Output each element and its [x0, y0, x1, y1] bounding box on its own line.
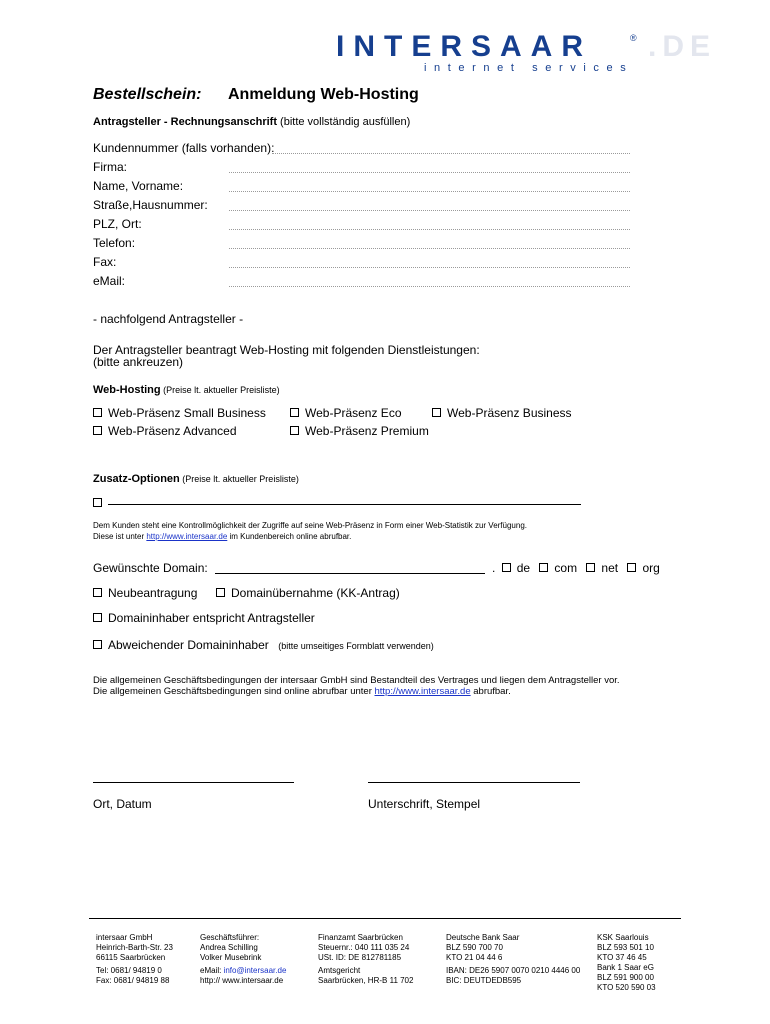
field-line-name[interactable]: [229, 191, 630, 192]
footer-fax: Fax: 0681/ 94819 88: [96, 976, 170, 985]
footer-vat-id: USt. ID: DE 812781185: [318, 953, 402, 962]
checkbox-domain-transfer[interactable]: [216, 588, 225, 597]
field-label-name: Name, Vorname:: [93, 179, 184, 193]
field-label-street: Straße,Hausnummer:: [93, 198, 208, 212]
terms-text-pre: Die allgemeinen Geschäftsbedingungen sind online abrufbar unter: [93, 686, 375, 697]
checkbox-new-registration[interactable]: [93, 588, 102, 597]
checkbox-owner-is-applicant[interactable]: [93, 613, 102, 622]
option-label: Web-Präsenz Premium: [305, 424, 429, 438]
checkbox-advanced[interactable]: [93, 426, 102, 435]
domain-label: Gewünschte Domain:: [93, 561, 208, 575]
checkbox-small-business[interactable]: [93, 408, 102, 417]
applicant-note: - nachfolgend Antragsteller -: [93, 312, 244, 326]
option-premium[interactable]: [290, 424, 429, 438]
footer-company: [96, 933, 173, 963]
form-title: Anmeldung Web-Hosting: [228, 86, 419, 103]
field-label-company: Firma:: [93, 160, 127, 174]
footer-bank-2: [597, 933, 654, 963]
footer-bank-2-name: KSK Saarlouis: [597, 933, 649, 942]
footer-manager-1: Andrea Schilling: [200, 943, 258, 952]
tld-com-label: com: [554, 561, 578, 575]
footer-management-title: Geschäftsführer:: [200, 933, 260, 942]
option-label: Web-Präsenz Small Business: [108, 406, 266, 420]
request-hint: (bitte ankreuzen): [93, 355, 184, 369]
option-label: Neubeantragung: [108, 586, 198, 600]
field-label-fax: Fax:: [93, 255, 117, 269]
field-label-phone: Telefon:: [93, 236, 136, 250]
addon-title-note: (Preise lt. aktueller Preisliste): [179, 474, 299, 484]
footer-company-street: Heinrich-Barth-Str. 23: [96, 943, 173, 952]
checkbox-tld-net[interactable]: [586, 563, 595, 572]
footer-email-label: eMail:: [200, 966, 224, 975]
footer-phone: Tel: 0681/ 94819 0: [96, 966, 162, 975]
terms-link-line: [93, 686, 511, 697]
footer-bank-2-kto: KTO 37 46 45: [597, 953, 647, 962]
tld-net-label: net: [601, 561, 619, 575]
footer-email-link[interactable]: info@intersaar.de: [223, 966, 287, 975]
option-new-registration[interactable]: [93, 586, 197, 600]
footer-tax-office: Finanzamt Saarbrücken: [318, 933, 403, 942]
different-owner-note: (bitte umseitiges Formblatt verwenden): [278, 641, 434, 651]
option-business[interactable]: [432, 406, 572, 420]
addon-title-bold: Zusatz-Optionen: [93, 473, 180, 485]
logo-registered-mark: ®: [630, 33, 637, 43]
option-different-owner[interactable]: [93, 636, 434, 654]
option-advanced[interactable]: [93, 424, 237, 438]
field-line-zip-city[interactable]: [229, 229, 630, 230]
footer-manager-2: Volker Musebrink: [200, 953, 262, 962]
statistics-text-post: im Kundenbereich online abrufbar.: [227, 532, 352, 541]
option-label: Web-Präsenz Eco: [305, 406, 402, 420]
footer-bank-3-kto: KTO 520 590 03: [597, 983, 656, 992]
place-date-label: Ort, Datum: [93, 797, 152, 811]
signature-label: Unterschrift, Stempel: [368, 797, 481, 811]
logo-tld: .DE: [648, 30, 717, 63]
logo-wordmark: INTERSAAR: [336, 30, 593, 63]
terms-link[interactable]: http://www.intersaar.de: [374, 686, 471, 697]
checkbox-tld-com[interactable]: [539, 563, 548, 572]
field-line-company[interactable]: [229, 172, 630, 173]
field-label-email: eMail:: [93, 274, 126, 288]
option-domain-transfer[interactable]: [216, 586, 400, 600]
checkbox-business[interactable]: [432, 408, 441, 417]
intersaar-link[interactable]: http://www.intersaar.de: [146, 532, 228, 541]
domain-dot: .: [492, 561, 496, 575]
request-text: Der Antragsteller beantragt Web-Hosting mit folgenden Dienstleistungen:: [93, 343, 480, 357]
field-line-fax[interactable]: [229, 267, 630, 268]
field-line-customer-number[interactable]: [272, 153, 630, 154]
footer-bank-1-blz: BLZ 590 700 70: [446, 943, 503, 952]
statistics-link-line: [93, 532, 351, 541]
footer-court-register: Saarbrücken, HR-B 11 702: [318, 976, 414, 985]
footer-bank-1-kto: KTO 21 04 44 6: [446, 953, 503, 962]
terms-text-post: abrufbar.: [470, 686, 511, 697]
webhosting-title-bold: Web-Hosting: [93, 384, 161, 396]
option-label: Web-Präsenz Business: [447, 406, 572, 420]
applicant-title-bold: Antragsteller - Rechnungsanschrift: [93, 116, 277, 128]
footer-company-name: intersaar GmbH: [96, 933, 153, 942]
option-small-business[interactable]: [93, 406, 266, 420]
footer-court: [318, 966, 413, 986]
footer-tax-number: Steuernr.: 040 111 035 24: [318, 943, 410, 952]
field-line-email[interactable]: [229, 286, 630, 287]
footer-bank-3-blz: BLZ 591 900 00: [597, 973, 654, 982]
tld-de-label: de: [516, 561, 531, 575]
applicant-title-note: (bitte vollständig ausfüllen): [276, 116, 411, 128]
footer-bank-2-blz: BLZ 593 501 10: [597, 943, 654, 952]
checkbox-tld-org[interactable]: [627, 563, 636, 572]
option-label: Domainübernahme (KK-Antrag): [231, 586, 400, 600]
domain-tld-options: [492, 561, 660, 575]
option-label: Domaininhaber entspricht Antragsteller: [108, 611, 315, 625]
footer-bank-3-name: Bank 1 Saar eG: [597, 963, 654, 972]
footer-bank-1-name: Deutsche Bank Saar: [446, 933, 520, 942]
checkbox-different-owner[interactable]: [93, 640, 102, 649]
webhosting-section-title: [93, 380, 280, 398]
checkbox-tld-de[interactable]: [502, 563, 511, 572]
checkbox-premium[interactable]: [290, 426, 299, 435]
checkbox-addon[interactable]: [93, 498, 102, 507]
field-label-customer-number: Kundennummer (falls vorhanden):: [93, 141, 275, 155]
statistics-note: Dem Kunden steht eine Kontrollmöglichkeit der Zugriffe auf seine Web-Präsenz in Form einer Web-Statistik zur Verfügung.: [93, 521, 527, 530]
footer-bic: BIC: DEUTDEDB595: [446, 976, 522, 985]
footer-bank-3: [597, 963, 656, 993]
footer-website[interactable]: http:// www.intersaar.de: [200, 976, 284, 985]
statistics-text-pre: Diese ist unter: [93, 532, 147, 541]
applicant-section-title: [93, 116, 410, 128]
option-label: Web-Präsenz Advanced: [108, 424, 237, 438]
field-label-zip-city: PLZ, Ort:: [93, 217, 142, 231]
form-type-title: Bestellschein:: [93, 86, 202, 103]
footer-online: [200, 966, 286, 986]
webhosting-title-note: (Preise lt. aktueller Preisliste): [160, 385, 280, 395]
field-line-street[interactable]: [229, 210, 630, 211]
footer-bank-1: [446, 933, 519, 963]
footer-court-name: Amtsgericht: [318, 966, 361, 975]
tld-org-label: org: [642, 561, 660, 575]
checkbox-eco[interactable]: [290, 408, 299, 417]
footer-management: [200, 933, 261, 963]
footer-bank-1-intl: [446, 966, 580, 986]
footer-contact: [96, 966, 169, 986]
place-date-line[interactable]: [93, 782, 294, 783]
addon-option[interactable]: [93, 494, 108, 512]
option-label: Abweichender Domaininhaber: [108, 638, 269, 652]
option-eco[interactable]: [290, 406, 402, 420]
option-owner-is-applicant[interactable]: [93, 611, 315, 625]
addon-section-title: [93, 469, 299, 487]
logo-tagline: internet services: [424, 62, 634, 74]
footer-company-city: 66115 Saarbrücken: [96, 953, 166, 962]
signature-line[interactable]: [368, 782, 580, 783]
footer-tax: [318, 933, 409, 963]
footer-divider: [89, 918, 681, 919]
terms-text: Die allgemeinen Geschäftsbedingungen der intersaar GmbH sind Bestandteil des Vertrages und liegen dem Antragsteller vor.: [93, 675, 620, 686]
footer-iban: IBAN: DE26 5907 0070 0210 4446 00: [446, 966, 581, 975]
field-line-phone[interactable]: [229, 248, 630, 249]
addon-line[interactable]: [108, 504, 581, 505]
domain-input-line[interactable]: [215, 573, 485, 574]
